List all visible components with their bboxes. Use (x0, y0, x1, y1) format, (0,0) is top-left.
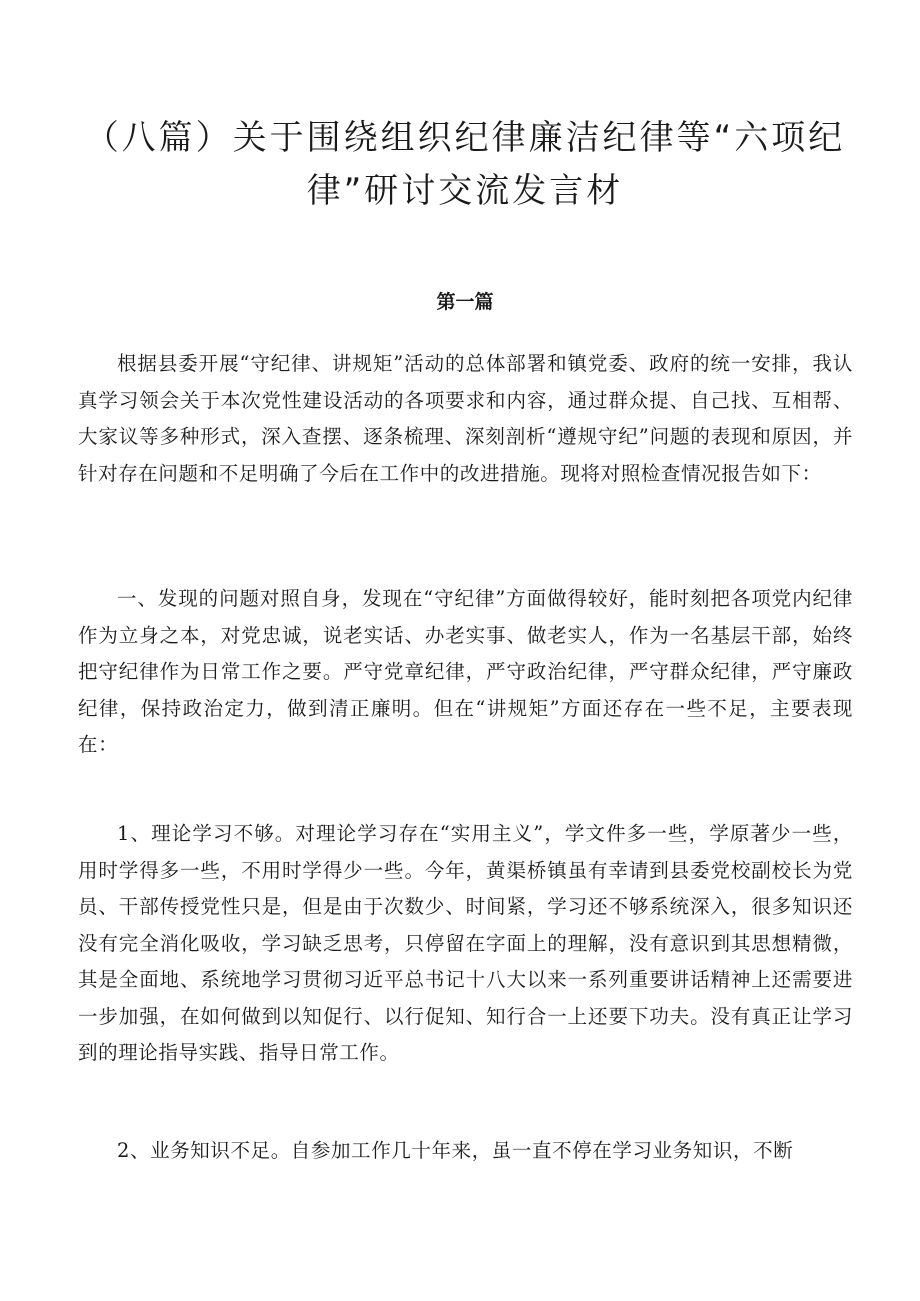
body-paragraph: 2、业务知识不足。自参加工作几十年来，虽一直不停在学习业务知识，不断 (117, 1139, 794, 1162)
body-paragraph: 根据县委开展“守纪律、讲规矩”活动的总体部署和镇党委、政府的统一安排，我认真学习领会关于本次党性建设活动的各项要求和内容，通过群众提、自己找、互相帮、大家议等多种形式，深入查摆、逐条梳理、深刻剖析“遵规守纪”问题的表现和原因，并针对存在问题和不足明确了今后在工作中的改进措施。现将对照检查情况报告如下： (78, 352, 853, 485)
body-paragraph: 一、发现的问题对照自身，发现在“守纪律”方面做得较好，能时刻把各项党内纪律作为立身之本，对党忠诚，说老实话、办老实事、做老实人，作为一名基层干部，始终把守纪律作为日常工作之要。严守党章纪律，严守政治纪律，严守群众纪律，严守廉政纪律，保持政治定力，做到清正廉明。但在“讲规矩”方面还存在一些不足，主要表现在： (78, 587, 853, 756)
section-heading: 第一篇 (436, 291, 494, 313)
document-title: （八篇）关于围绕组织纪律廉洁纪律等“六项纪律”研讨交流发言材 (84, 118, 846, 211)
body-paragraph: 1、理论学习不够。对理论学习存在“实用主义”，学文件多一些，学原著少一些，用时学得多一些，不用时学得少一些。今年，黄渠桥镇虽有幸请到县委党校副校长为党员、干部传授党性只是，但是由于次数少、时间紧，学习还不够系统深入，很多知识还没有完全消化吸收，学习缺乏思考，只停留在字面上的理解，没有意识到其思想精微，其是全面地、系统地学习贯彻习近平总书记十八大以来一系列重要讲话精神上还需要进一步加强，在如何做到以知促行、以行促知、知行合一上还要下功夫。没有真正让学习到的理论指导实践、指导日常工作。 (78, 822, 853, 1064)
